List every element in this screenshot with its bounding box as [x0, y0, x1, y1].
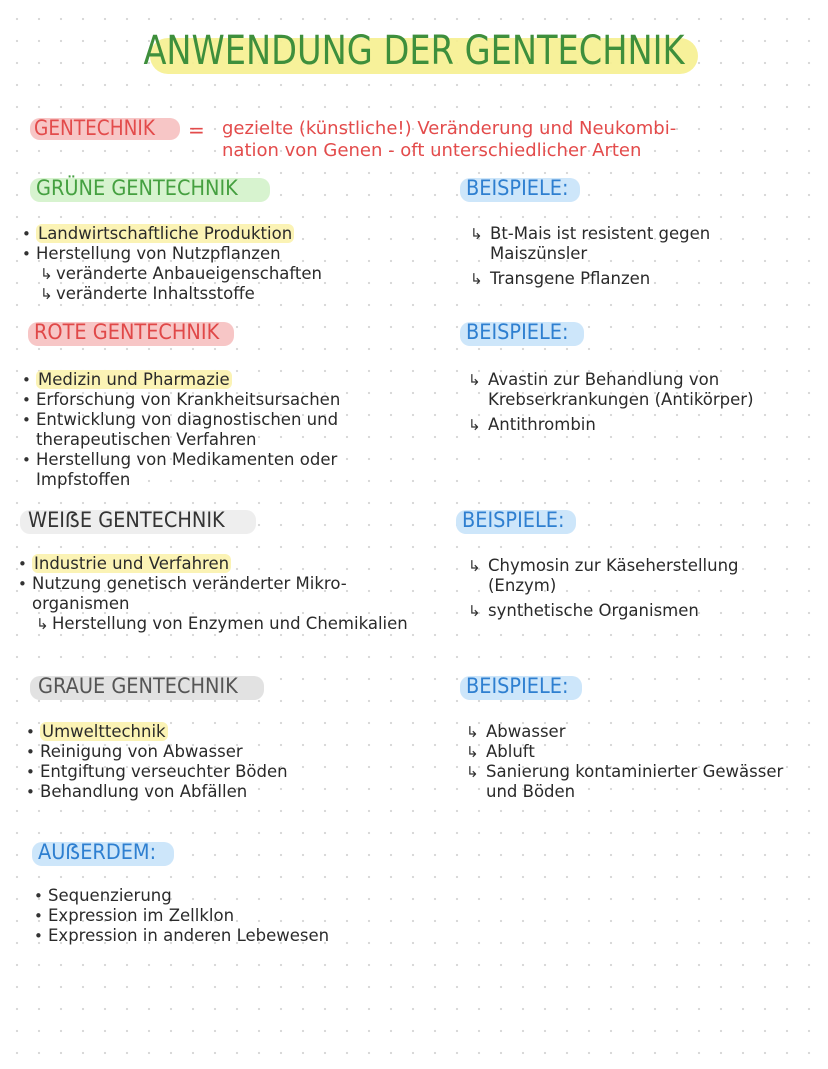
- weisse-list: [18, 554, 418, 634]
- weisse-examples-heading: BEISPIELE:: [462, 508, 565, 532]
- weisse-examples: [466, 556, 786, 626]
- list-item: • Umwelttechnik: [26, 722, 426, 742]
- list-item: • Expression in anderen Lebewesen: [34, 926, 434, 946]
- example-item: ↳ Chymosin zur Käseherstellung (Enzym): [466, 556, 786, 596]
- list-item: • Herstellung von Medikamenten oder Impfstoffen: [22, 450, 422, 490]
- list-subitem: ↳ Herstellung von Enzymen und Chemikalien: [18, 614, 418, 634]
- example-item: ↳ synthetische Organismen: [466, 601, 786, 621]
- example-item: ↳ Sanierung kontaminierter Gewässer und Böden: [464, 762, 784, 802]
- gruene-examples-heading: BEISPIELE:: [466, 176, 569, 200]
- list-subitem: ↳ veränderte Anbaueigenschaften: [22, 264, 422, 284]
- list-item: • Reinigung von Abwasser: [26, 742, 426, 762]
- list-item: • Expression im Zellklon: [34, 906, 434, 926]
- rote-heading: ROTE GENTECHNIK: [34, 320, 220, 344]
- list-item: • Herstellung von Nutzpflanzen: [22, 244, 422, 264]
- list-item: • Behandlung von Abfällen: [26, 782, 426, 802]
- list-item: • Medizin und Pharmazie: [22, 370, 422, 390]
- list-item: • Industrie und Verfahren: [18, 554, 418, 574]
- rote-list: [22, 370, 422, 490]
- list-subitem: ↳ veränderte Inhaltsstoffe: [22, 284, 422, 304]
- definition-term: GENTECHNIK: [34, 116, 155, 140]
- gruene-list: [22, 224, 422, 304]
- example-item: ↳ Avastin zur Behandlung von Krebserkrankungen (Antikörper): [466, 370, 776, 410]
- gruene-heading: GRÜNE GENTECHNIK: [36, 176, 238, 200]
- graue-examples: [464, 722, 784, 807]
- list-item: • Entwicklung von diagnostischen und therapeutischen Verfahren: [22, 410, 422, 450]
- example-item: ↳ Abwasser: [464, 722, 784, 742]
- ausserdem-heading: AUẞERDEM:: [38, 840, 157, 864]
- gruene-examples: [468, 224, 758, 294]
- page-title: ANWENDUNG DER GENTECHNIK: [143, 28, 685, 74]
- graue-examples-heading: BEISPIELE:: [466, 674, 569, 698]
- ausserdem-list: [34, 886, 434, 946]
- list-item: • Entgiftung verseuchter Böden: [26, 762, 426, 782]
- list-item: • Sequenzierung: [34, 886, 434, 906]
- definition-equals: =: [188, 118, 205, 142]
- list-item: • Erforschung von Krankheitsursachen: [22, 390, 422, 410]
- list-item: • Nutzung genetisch veränderter Mikro-organismen: [18, 574, 418, 614]
- graue-heading: GRAUE GENTECHNIK: [38, 674, 238, 698]
- example-item: ↳ Transgene Pflanzen: [468, 269, 758, 289]
- example-item: ↳ Antithrombin: [466, 415, 776, 435]
- rote-examples-heading: BEISPIELE:: [466, 320, 569, 344]
- example-item: ↳ Bt-Mais ist resistent gegen Maiszünsler: [468, 224, 758, 264]
- weisse-heading: WEIẞE GENTECHNIK: [28, 508, 225, 532]
- definition-text: gezielte (künstliche!) Veränderung und Neukombi- nation von Genen - oft unterschiedlicher Arten: [222, 118, 677, 161]
- graue-list: [26, 722, 426, 802]
- rote-examples: [466, 370, 776, 440]
- example-item: ↳ Abluft: [464, 742, 784, 762]
- list-item: • Landwirtschaftliche Produktion: [22, 224, 422, 244]
